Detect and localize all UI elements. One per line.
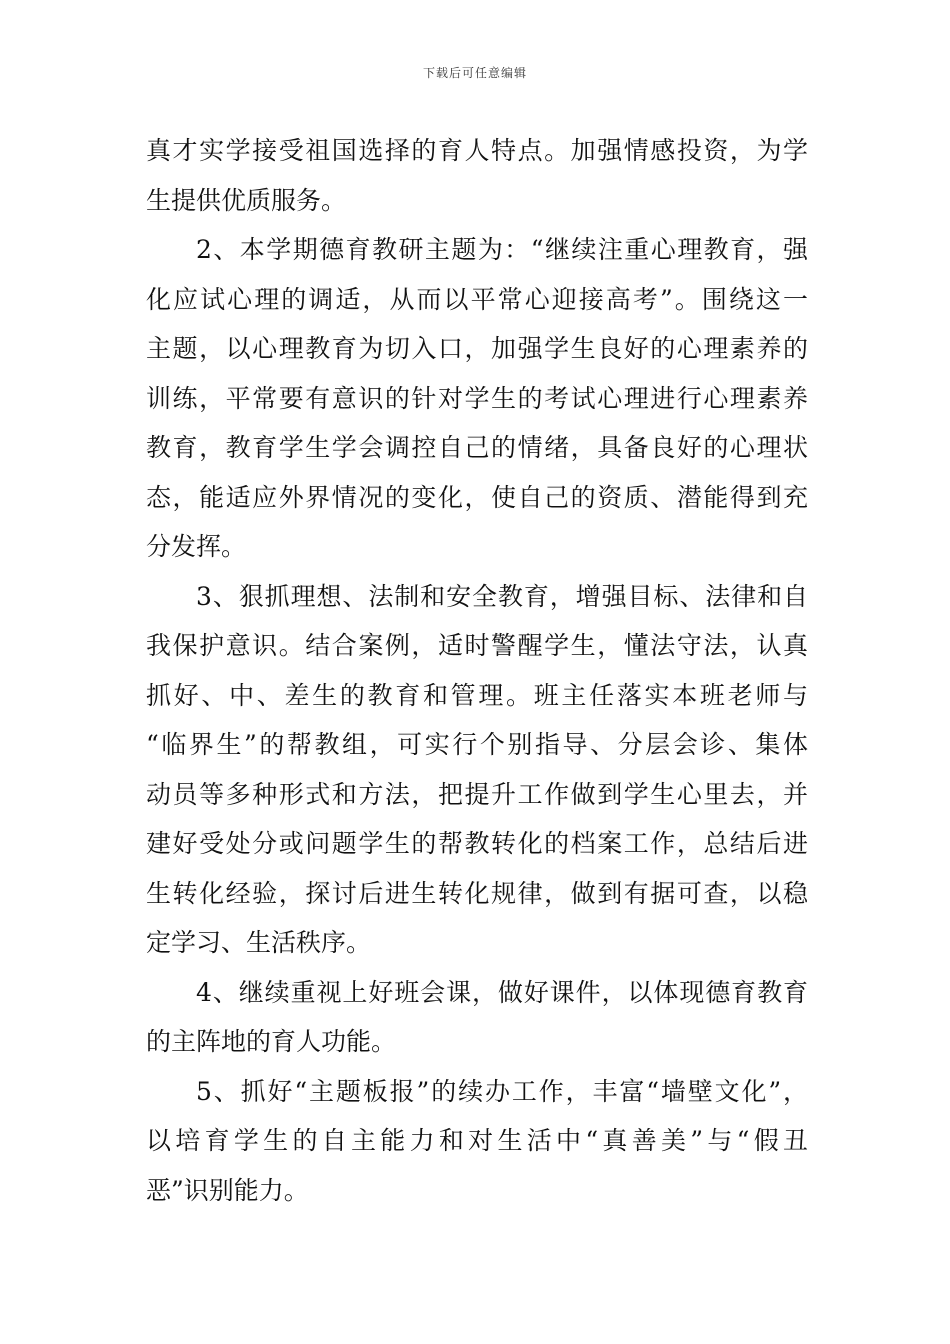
text-line: 3、狠抓理想、法制和安全教育，增强目标、法律和自 [196,581,808,611]
text-line: 的主阵地的育人功能。 [146,1027,397,1056]
text-line: 主题，以心理教育为切入口，加强学生良好的心理素养的 [146,334,808,363]
text-line: 态，能适应外界情况的变化，使自己的资质、潜能得到充 [146,482,808,512]
text-line: 训练，平常要有意识的针对学生的考试心理进行心理素养 [146,383,808,413]
text-line: 5、抓好“主题板报”的续办工作，丰富“墙壁文化”， [196,1076,808,1106]
text-line: 我保护意识。结合案例，适时警醒学生，懂法守法，认真 [146,631,808,660]
text-line: 定学习、生活秩序。 [146,928,372,957]
text-line: 真才实学接受祖国选择的育人特点。加强情感投资，为学 [146,136,808,165]
text-line: 2、本学期德育教研主题为：“继续注重心理教育，强 [196,235,808,264]
text-line: 教育，教育学生学会调控自己的情绪，具备良好的心理状 [146,433,808,462]
text-line: 建好受处分或问题学生的帮教转化的档案工作，总结后进 [146,829,808,858]
text-line: 化应试心理的调适，从而以平常心迎接高考”。围绕这一 [146,284,808,314]
document-body [146,126,808,1215]
text-line: 生提供优质服务。 [146,185,347,215]
text-line: 生转化经验，探讨后进生转化规律，做到有据可查，以稳 [146,878,808,908]
text-line: 动员等多种形式和方法，把提升工作做到学生心里去，并 [146,779,808,809]
text-line: 4、继续重视上好班会课，做好课件，以体现德育教育 [196,977,808,1007]
text-line: 分发挥。 [146,532,247,561]
text-line: 抓好、中、差生的教育和管理。班主任落实本班老师与 [146,680,808,710]
page-header: 下载后可任意编辑 [422,66,527,80]
text-line: “临界生”的帮教组，可实行个别指导、分层会诊、集体 [146,730,808,759]
text-line: 以培育学生的自主能力和对生活中“真善美”与“假丑 [146,1126,808,1155]
text-line: 恶”识别能力。 [146,1175,309,1205]
